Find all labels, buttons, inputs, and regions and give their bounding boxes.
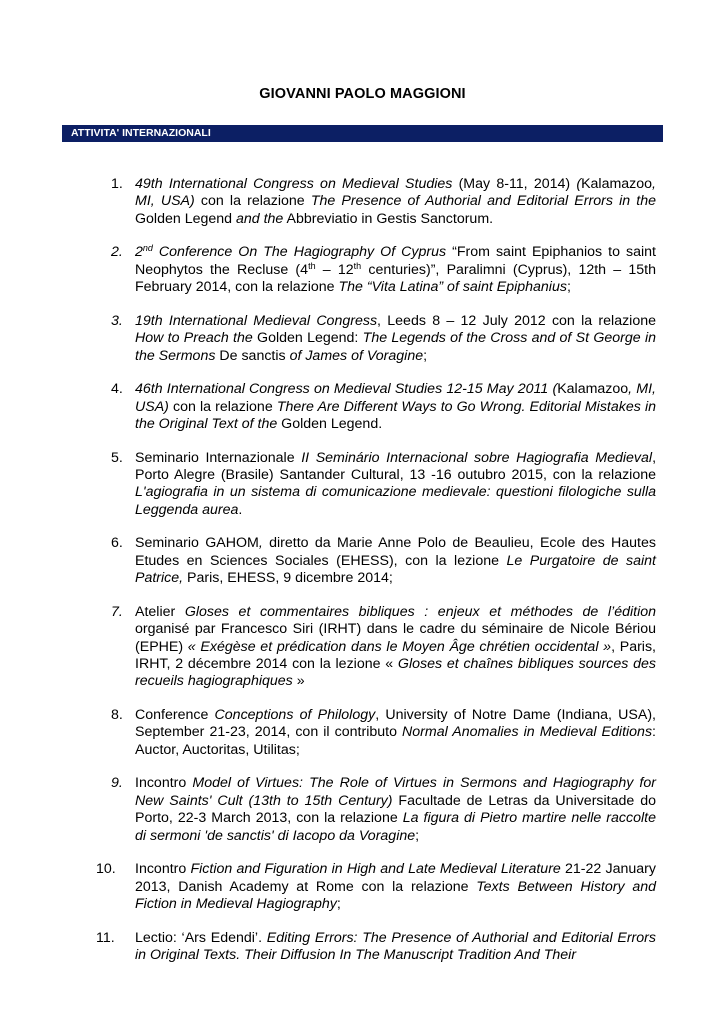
item-text: De sanctis (215, 347, 290, 364)
item-text: Normal Anomalies in Medieval Editions (402, 724, 653, 741)
item-text: Golden Legend. (277, 416, 383, 433)
item-text: ; (566, 279, 571, 296)
item-text: Incontro (135, 861, 191, 878)
list-item (96, 244, 656, 296)
item-text: – 12 (315, 261, 354, 278)
item-text: , Leeds 8 – 12 July 2012 con la relazione (377, 312, 656, 329)
item-number: 2. (111, 244, 123, 261)
list-item (96, 775, 656, 845)
item-number: 4. (111, 381, 123, 398)
item-text: con la relazione (168, 398, 277, 415)
author-name: GIOVANNI PAOLO MAGGIONI (259, 86, 466, 102)
item-text: Incontro (135, 775, 193, 792)
item-text: Model of Virtues: The Role of Virtues in Sermons and Hagiography for New Saints' Cult (13th to 15th Century) (135, 775, 656, 809)
list-item (96, 313, 656, 365)
list-item (96, 450, 656, 520)
item-text: , MI, USA) (135, 176, 656, 210)
item-text: Seminario Internazionale (135, 449, 302, 466)
list-item (96, 535, 656, 587)
item-text: , (258, 535, 263, 552)
item-text: . (238, 501, 243, 518)
item-text: th (308, 260, 316, 271)
item-text: , University of Notre Dame (Indiana, USA), September 21-23, 2014, con il contributo (135, 707, 656, 741)
section-title: ATTIVITA' INTERNAZIONALI (71, 127, 211, 139)
item-number: 11. (96, 929, 115, 946)
item-text: con la relazione (194, 193, 311, 210)
item-text: Fiction and Figuration in High and Late Medieval Literature (190, 861, 561, 878)
item-text: Facultade de Letras da Universitade do Porto, 22-3 March 2013, con la relazione (135, 792, 656, 827)
item-text: The “Vita Latina” of saint Epiphanius (338, 279, 567, 296)
item-number: 7. (111, 603, 123, 620)
list-item (96, 861, 656, 913)
item-text: » (292, 673, 305, 690)
item-text: Kalamazoo (581, 176, 653, 192)
item-text: Conceptions of Philology (214, 707, 376, 724)
item-text: organisé par Francesco Siri (IRHT) dans le cadre du séminaire de Nicole Bériou (EPHE) (135, 621, 656, 655)
item-number: 5. (111, 449, 123, 466)
item-text: Golden Legend (135, 210, 236, 227)
item-number: 10. (96, 861, 116, 878)
item-number: 1. (111, 176, 123, 192)
item-text: 21-22 January 2013, Danish Academy at Rome con la relazione (135, 861, 656, 895)
item-text: ( (576, 176, 582, 192)
item-text: ; (423, 347, 428, 364)
item-number: 3. (111, 312, 123, 329)
item-text: , Paris, IRHT, 2 décembre 2014 con la lezione « (135, 638, 656, 673)
item-number: 6. (111, 535, 123, 552)
item-text: 46th International Congress on Medieval Studies 12-15 May 2011 ( (135, 381, 558, 398)
item-text: Gloses et commentaires bibliques : enjeux et méthodes de l’édition (184, 603, 657, 620)
item-text: Conference On The Hagiography Of Cyprus (152, 244, 447, 261)
item-number: 8. (111, 707, 123, 724)
item-text: The Legends of the Cross and of St George in the Sermons (135, 330, 656, 364)
list-item (96, 707, 656, 759)
item-text: Lectio: ‘Ars Edendi’. (135, 929, 267, 946)
item-text: , MI, USA) (135, 381, 656, 415)
item-text: and the (235, 210, 284, 227)
item-text: Atelier (135, 603, 185, 620)
list-item (96, 176, 656, 228)
item-text: Le Purgatoire de saint Patrice, (135, 552, 656, 587)
item-text: diretto da Marie Anne Polo de Beaulieu, Ecole des Hautes Etudes en Sciences Sociales (EHESS), con la lezione (135, 535, 656, 569)
item-text: “From saint Epiphanios to saint Neophytos the Recluse (4 (135, 244, 656, 278)
item-text: There Are Different Ways to Go Wrong. Editorial Mistakes in the Original Text of the (135, 398, 656, 433)
item-text: Abbreviatio in Gestis Sanctorum. (283, 210, 494, 227)
activities-list (96, 176, 656, 981)
item-text: L'agiografia in un sistema di comunicazione medievale: questioni filologiche sulla Leggenda aurea (135, 484, 656, 518)
item-text: nd (142, 243, 153, 254)
item-text: Golden Legend (252, 330, 355, 347)
item-text: : (354, 330, 363, 347)
item-text: Editing Errors: The Presence of Authorial and Editorial Errors in Original Texts. Their Diffusion In The Manuscript Tradition And Their (135, 929, 656, 964)
item-text: The Presence of Authorial and Editorial Errors in the (310, 193, 656, 210)
item-text: ; (415, 827, 420, 844)
list-item (96, 930, 656, 965)
item-text: Paris, EHESS, 9 dicembre 2014; (183, 570, 393, 587)
item-text: 19th International Medieval Congress (135, 312, 378, 329)
list-item (96, 604, 656, 691)
item-text: 2 (135, 244, 143, 261)
item-text: (May 8-11, 2014) (452, 176, 577, 192)
item-text: Seminario GAHOM (135, 535, 259, 552)
item-text: 49th International Congress on Medieval Studies (135, 176, 453, 192)
item-text: Conference (135, 707, 215, 724)
item-text: « Exégèse et prédication dans le Moyen Âge chrétien occidental » (187, 638, 612, 655)
item-text: II Seminário Internacional sobre Hagiografia Medieval (301, 449, 653, 466)
item-text: La figura di Pietro martire nelle raccolte di sermoni 'de sanctis' di Iacopo da Voragine (135, 810, 656, 844)
item-text: th (353, 260, 362, 271)
item-text: centuries)”, Paralimni (Cyprus), 12th – 15th February 2014, con la relazione (135, 261, 656, 296)
item-text: ; (336, 896, 341, 913)
item-number: 9. (111, 775, 123, 792)
item-text: : Auctor, Auctoritas, Utilitas; (135, 724, 656, 758)
item-text: Gloses et chaînes bibliques sources des recueils hagiographiques (135, 656, 656, 690)
section-header-bar (62, 125, 663, 142)
item-text: , Porto Alegre (Brasile) Santander Cultural, 13 -16 outubro 2015, con la relazione (135, 449, 657, 484)
item-text: Texts Between History and Fiction in Medieval Hagiography (135, 878, 656, 913)
item-text: Kalamazoo (557, 381, 629, 398)
list-item (96, 381, 656, 433)
item-text: of James of Voragine (289, 347, 424, 364)
item-text: How to Preach the (135, 330, 253, 347)
